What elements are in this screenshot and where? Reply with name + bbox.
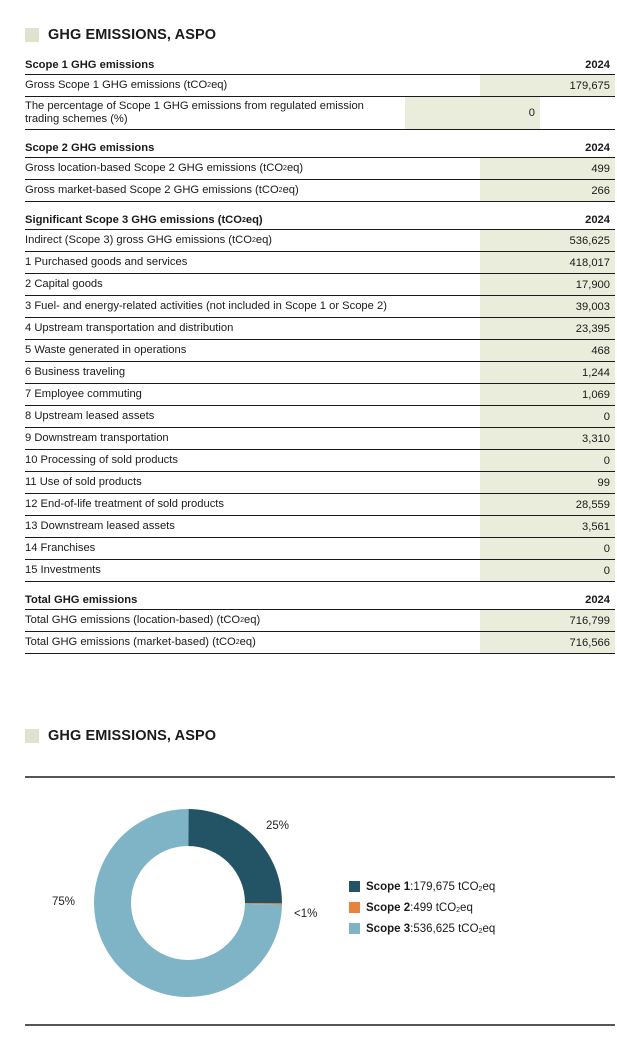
table-heading-title: GHG EMISSIONS, ASPO (48, 27, 217, 43)
row-label: 1 Purchased goods and services (25, 256, 188, 268)
row-label: Indirect (Scope 3) gross GHG emissions (tCO 2 eq) (25, 234, 273, 246)
table-row (25, 632, 615, 654)
table-row (25, 516, 615, 538)
row-value: 499 (480, 158, 615, 179)
row-label: Total GHG emissions (market-based) (tCO 2 eq) (25, 636, 256, 648)
row-label: 7 Employee commuting (25, 388, 142, 400)
section-header-label: Scope 2 GHG emissions (25, 141, 155, 154)
row-label: 15 Investments (25, 564, 101, 576)
table-row (25, 75, 615, 97)
row-label: 12 End-of-life treatment of sold products (25, 498, 224, 510)
table-row (25, 494, 615, 516)
row-value: 468 (480, 340, 615, 361)
row-label: 2 Capital goods (25, 278, 103, 290)
chart-legend (349, 876, 495, 939)
table-section (25, 211, 615, 582)
row-value: 99 (480, 472, 615, 493)
legend-value: 499 tCO$_2$eq (413, 901, 473, 914)
row-value: 0 (405, 97, 540, 129)
row-label: 3 Fuel- and energy-related activities (not included in Scope 1 or Scope 2) (25, 300, 387, 312)
table-row (25, 384, 615, 406)
table-row (25, 450, 615, 472)
ghg-emissions-table (25, 56, 615, 654)
row-value: 179,675 (480, 75, 615, 96)
table-section (25, 591, 615, 654)
row-value: 39,003 (480, 296, 615, 317)
chart-heading (25, 728, 216, 744)
legend-swatch (349, 923, 360, 934)
row-label: Gross location-based Scope 2 GHG emissions (tCO 2 eq) (25, 162, 304, 174)
heading-square-icon (25, 28, 39, 42)
table-row (25, 158, 615, 180)
section-header-label: Scope 1 GHG emissions (25, 58, 155, 71)
row-value: 0 (480, 406, 615, 427)
row-label: 4 Upstream transportation and distribution (25, 322, 234, 334)
table-row (25, 538, 615, 560)
legend-name: Scope 1 (366, 880, 411, 893)
table-row (25, 97, 615, 130)
section-header-year: 2024 (585, 594, 610, 606)
section-header-year: 2024 (585, 214, 610, 226)
legend-name: Scope 2 (366, 901, 411, 914)
legend-name: Scope 3 (366, 922, 411, 935)
section-header-year: 2024 (585, 59, 610, 71)
table-row (25, 274, 615, 296)
chart-bottom-divider (25, 1024, 615, 1026)
table-row (25, 428, 615, 450)
row-label: 14 Franchises (25, 542, 96, 554)
table-row (25, 252, 615, 274)
table-row (25, 610, 615, 632)
row-label: 10 Processing of sold products (25, 454, 178, 466)
row-value: 28,559 (480, 494, 615, 515)
table-row (25, 340, 615, 362)
row-value: 716,799 (480, 610, 615, 631)
table-section (25, 139, 615, 202)
row-label: The percentage of Scope 1 GHG emissions from regulated emission trading schemes (%) (25, 100, 364, 125)
heading-square-icon (25, 729, 39, 743)
table-row (25, 180, 615, 202)
legend-separator: : (410, 880, 414, 893)
section-header-year: 2024 (585, 142, 610, 154)
row-value: 3,561 (480, 516, 615, 537)
row-value: 1,069 (480, 384, 615, 405)
row-value: 17,900 (480, 274, 615, 295)
legend-swatch (349, 902, 360, 913)
table-row (25, 406, 615, 428)
row-value: 0 (480, 538, 615, 559)
row-value: 536,625 (480, 230, 615, 251)
slice-label-scope-1: 25% (266, 820, 290, 832)
row-value: 0 (480, 450, 615, 471)
table-row (25, 296, 615, 318)
slice-label-scope-2: <1% (294, 908, 318, 920)
row-value: 23,395 (480, 318, 615, 339)
legend-item-scope-3 (349, 918, 495, 939)
row-label: 8 Upstream leased assets (25, 410, 155, 422)
row-value: 716,566 (480, 632, 615, 653)
section-header-row (25, 56, 615, 75)
table-row (25, 362, 615, 384)
table-row (25, 230, 615, 252)
slice-label-scope-3: 75% (52, 896, 76, 908)
legend-item-scope-2 (349, 897, 495, 918)
row-label: 11 Use of sold products (25, 476, 142, 488)
table-row (25, 560, 615, 582)
section-header-label: Significant Scope 3 GHG emissions (tCO 2 eq) (25, 213, 263, 226)
section-header-row (25, 591, 615, 610)
donut-chart (0, 780, 340, 1020)
legend-swatch (349, 881, 360, 892)
row-label: Gross Scope 1 GHG emissions (tCO 2 eq) (25, 79, 228, 91)
legend-separator: : (410, 901, 414, 914)
legend-value: 536,625 tCO$_2$eq (413, 922, 496, 935)
table-row (25, 472, 615, 494)
row-label: 6 Business traveling (25, 366, 126, 378)
legend-separator: : (410, 922, 414, 935)
table-heading (25, 27, 216, 43)
legend-item-scope-1 (349, 876, 495, 897)
row-value: 418,017 (480, 252, 615, 273)
table-row (25, 318, 615, 340)
row-value: 0 (480, 560, 615, 581)
table-section (25, 56, 615, 130)
row-value: 3,310 (480, 428, 615, 449)
section-header-row (25, 211, 615, 230)
chart-top-divider (25, 776, 615, 778)
section-header-row (25, 139, 615, 158)
row-label: 9 Downstream transportation (25, 432, 169, 444)
chart-heading-title: GHG EMISSIONS, ASPO (48, 728, 217, 744)
row-label: Total GHG emissions (location-based) (tCO 2 eq) (25, 614, 261, 626)
row-label: 13 Downstream leased assets (25, 520, 175, 532)
row-value: 1,244 (480, 362, 615, 383)
legend-value: 179,675 tCO$_2$eq (413, 880, 496, 893)
row-value: 266 (480, 180, 615, 201)
row-label: 5 Waste generated in operations (25, 344, 187, 356)
row-label: Gross market-based Scope 2 GHG emissions (tCO 2 eq) (25, 184, 299, 196)
section-header-label: Total GHG emissions (25, 593, 138, 606)
